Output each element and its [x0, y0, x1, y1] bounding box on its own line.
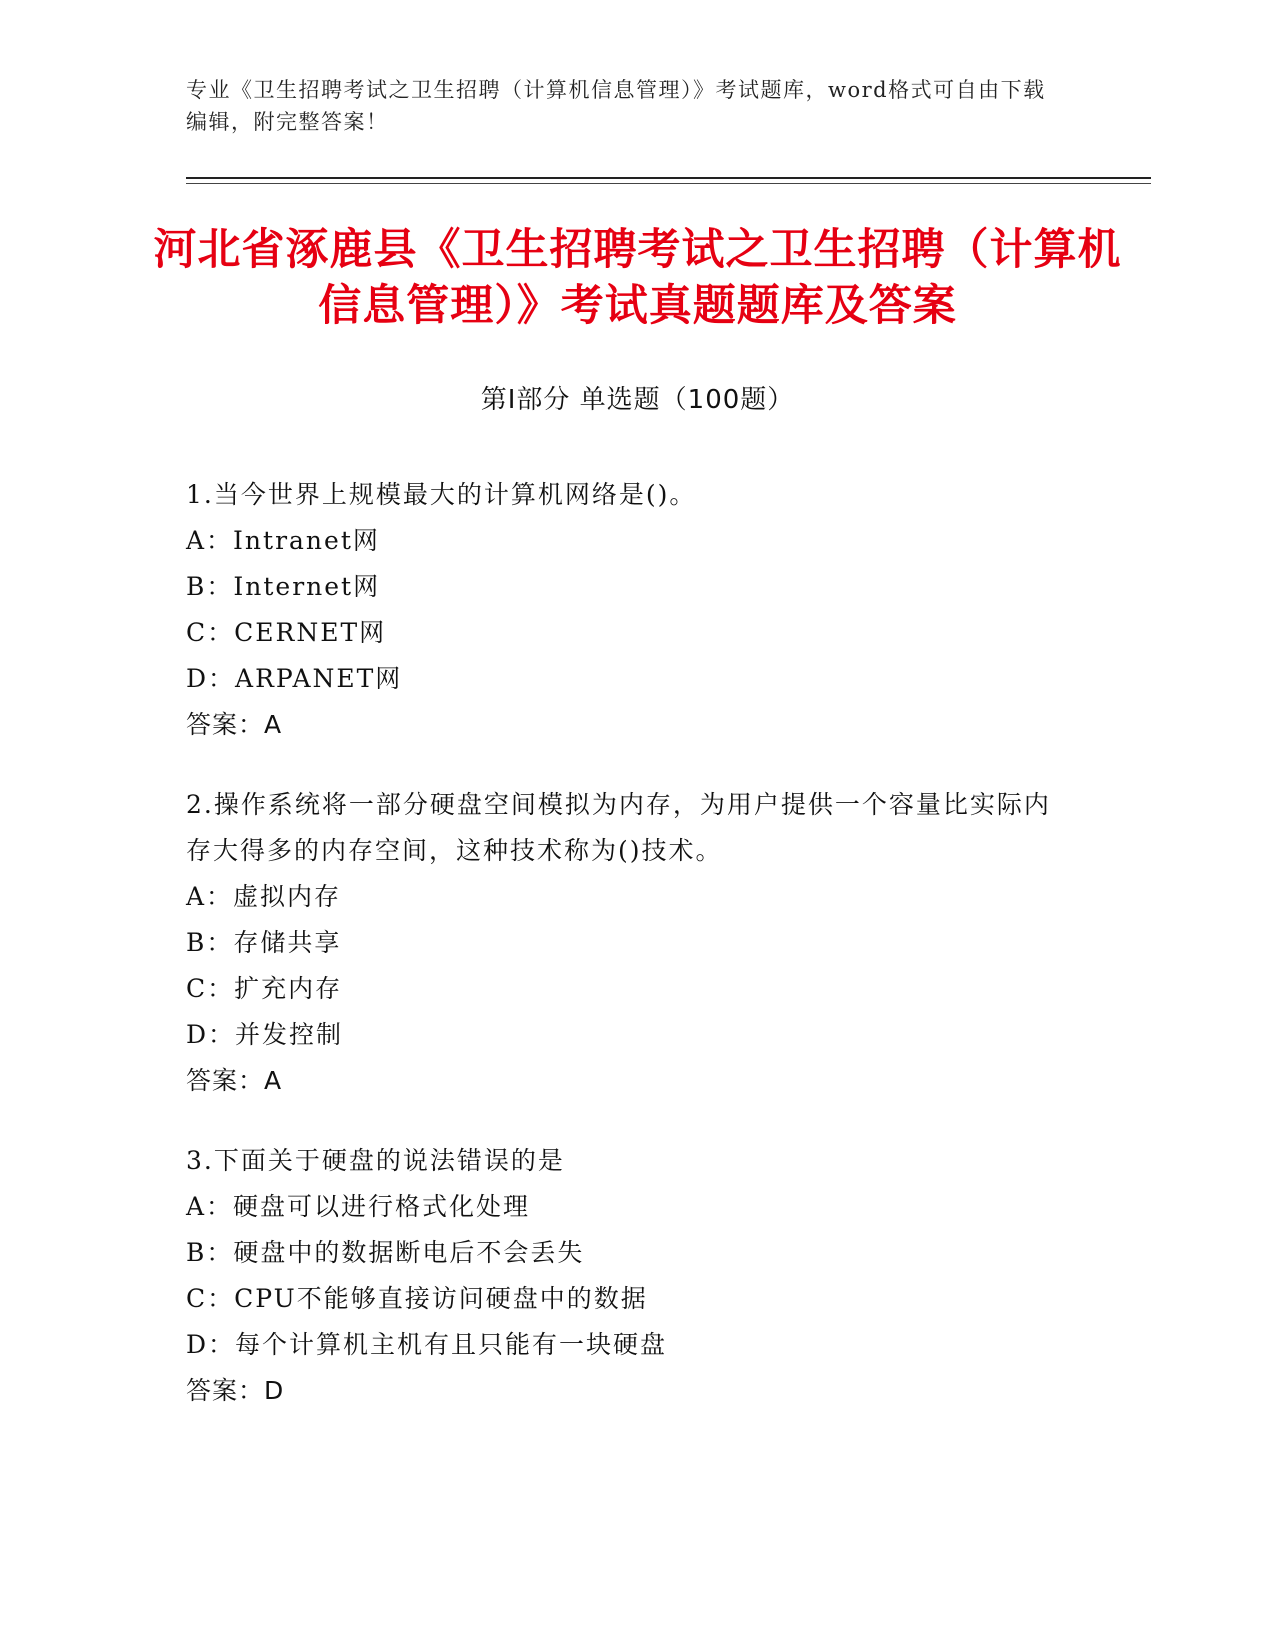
option-b: B：Internet网: [186, 572, 381, 601]
header-note: 专业《卫生招聘考试之卫生招聘（计算机信息管理）》考试题库，word格式可自由下载编辑，附完整答案！: [186, 78, 1046, 134]
header-rule-thick: [186, 177, 1151, 179]
option-d: D：ARPANET网: [186, 664, 403, 693]
option-c: C：扩充内存: [186, 974, 343, 1003]
question-stem: 3.下面关于硬盘的说法错误的是: [186, 1146, 565, 1175]
option-d: D：每个计算机主机有且只能有一块硬盘: [186, 1330, 668, 1359]
answer: 答案：A: [186, 710, 283, 739]
question-list: [186, 472, 1066, 1448]
option-a: A：虚拟内存: [186, 882, 342, 911]
option-c: C：CERNET网: [186, 618, 387, 647]
section-title: 第Ⅰ部分 单选题（100题）: [480, 385, 795, 415]
question-1: [186, 472, 1066, 748]
question-3: [186, 1138, 1066, 1414]
option-b: B：存储共享: [186, 928, 342, 957]
question-stem: 1.当今世界上规模最大的计算机网络是()。: [186, 480, 697, 509]
option-b: B：硬盘中的数据断电后不会丢失: [186, 1238, 585, 1267]
answer: 答案：A: [186, 1066, 283, 1095]
option-a: A：Intranet网: [186, 526, 380, 555]
document-title: 河北省涿鹿县《卫生招聘考试之卫生招聘（计算机信息管理）》考试真题题库及答案: [153, 225, 1122, 331]
option-a: A：硬盘可以进行格式化处理: [186, 1192, 531, 1221]
answer: 答案：D: [186, 1376, 285, 1405]
question-stem: 2.操作系统将一部分硬盘空间模拟为内存，为用户提供一个容量比实际内存大得多的内存空间，这种技术称为()技术。: [186, 790, 1051, 865]
question-2: [186, 782, 1066, 1104]
option-d: D：并发控制: [186, 1020, 344, 1049]
header-rule-thin: [186, 183, 1151, 184]
option-c: C：CPU不能够直接访问硬盘中的数据: [186, 1284, 648, 1313]
